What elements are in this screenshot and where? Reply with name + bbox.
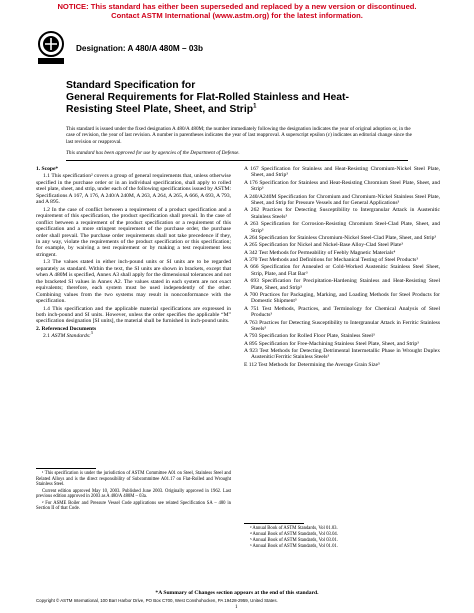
paragraph-2-1: 2.1 ASTM Standards:$^3$	[43, 330, 93, 340]
notice-line-2: Contact ASTM International (www.astm.org) for the latest information.	[111, 11, 363, 21]
reference-item: A 240/A240M Specification for Chromium and Chromium-Nickel Stainless Steel Plate, Sheet, and Strip for Pressure Vessels and for General Applications³	[244, 193, 440, 207]
reference-item: A 262 Practices for Detecting Susceptibility to Intergranular Attack in Austenitic Stainless Steels³	[244, 207, 440, 220]
footnote-2: ² For ASME Boiler and Pressure Vessel Code applications see related Specification SA – 480 in Section II of that Code.	[36, 500, 231, 512]
section-heading-referenced-documents: 2. Referenced Documents	[36, 325, 97, 332]
reference-item: A 763 Practices for Detecting Susceptibility to Intergranular Attack in Ferritic Stainless Steels³	[244, 319, 440, 332]
reference-item: A 370 Test Methods and Definitions for Mechanical Testing of Steel Products³	[244, 257, 418, 264]
reference-item: A 693 Specification for Precipitation-Hardening Stainless and Heat-Resisting Steel Plate, Sheet, and Strip³	[244, 278, 440, 291]
footnote-6: ⁶ Annual Book of ASTM Standards, Vol 01.01.	[250, 543, 338, 549]
title-line-3: Resisting Steel Plate, Sheet, and Strip$^1$	[66, 103, 257, 116]
footnote-1: ¹ This specification is under the jurisdiction of ASTM Committee A01 on Steel, Stainless Steel and Related Alloys and is the direct responsibility of Subcommittee A01.17 on Flat-Rolled and Wrought Stainless Steel.	[36, 471, 231, 488]
paragraph-1-3: 1.3 The values stated in either inch-pound units or SI units are to be regarded separately as standard. Within the text, the SI units are shown in brackets, except that when A 480M is specified, Annex A3 shall apply for the dimensional tolerances and not the bracketed SI values in Annex A2. The values stated in each system are not exact equivalents; therefore, each system must be used independently of the other. Combining values from the two systems may result in nonconformance with the specification.	[36, 259, 231, 305]
reference-item: A 263 Specification for Corrosion-Resisting Chromium Steel-Clad Plate, Sheet, and Strip³	[244, 221, 440, 234]
issuance-note: This standard is issued under the fixed designation A 480/A 480M; the number immediately following the designation indicates the year of original adoption or, in the case of revision, the year of last revision. A number in parentheses indicates the year of last reapproval. A superscript epsilon (ε) indicates an editorial change since the last revision or reapproval.	[66, 126, 412, 145]
footnote-5: ⁵ Annual Book of ASTM Standards, Vol 03.01.	[250, 537, 338, 543]
footnotes-left	[36, 471, 231, 513]
reference-item: A 666 Specification for Annealed or Cold-Worked Austenitic Stainless Steel Sheet, Strip, Plate, and Flat Bar³	[244, 264, 440, 277]
reference-item: A 264 Specification for Stainless Chromium-Nickel Steel-Clad Plate, Sheet, and Strip³	[244, 234, 437, 241]
header-divider	[66, 160, 408, 161]
reference-item: E 112 Test Methods for Determining the Average Grain Size⁵	[244, 361, 380, 368]
title-line-2: General Requirements for Flat-Rolled Stainless and Heat-	[66, 92, 349, 104]
reference-item: A 700 Practices for Packaging, Marking, and Loading Methods for Steel Products for Domestic Shipment³	[244, 291, 440, 305]
reference-item: A 923 Test Methods for Detecting Detrimental Intermetallic Phase in Wrought Duplex Austenitic/Ferritic Stainless Steels³	[244, 348, 440, 361]
reference-item: A 176 Specification for Stainless and Heat-Resisting Chromium Steel Plate, Sheet, and Strip³	[244, 179, 440, 193]
summary-of-changes-note: *A Summary of Changes section appears at the end of this standard.	[155, 590, 319, 596]
left-column	[36, 166, 231, 341]
reference-item: A 342 Test Methods for Permeability of Feebly Magnetic Materials⁴	[244, 249, 396, 256]
copyright-line: Copyright © ASTM International, 100 Barr Harbor Drive, PO Box C700, West Conshohocken, PA 19428-2959, United States.	[36, 598, 278, 603]
reference-item: A 793 Specification for Rolled Floor Plate, Stainless Steel³	[244, 333, 375, 340]
footnotes-right	[244, 526, 440, 550]
notice-line-1: NOTICE: This standard has either been superseded and replaced by a new version or discontinued.	[57, 2, 417, 11]
footnote-4: ⁴ Annual Book of ASTM Standards, Vol 03.04.	[250, 531, 338, 537]
document-title	[66, 80, 406, 117]
dod-note: This standard has been approved for use by agencies of the Department of Defense.	[66, 150, 240, 156]
page-number: 1	[235, 605, 238, 610]
footnote-1-edition: Current edition approved May 10, 2003. Published June 2003. Originally approved in 1962. Last previous edition approved in 2003 as A 480/A 480M – 03a.	[36, 488, 231, 500]
section-heading-scope: 1. Scope*	[36, 166, 59, 172]
reference-item: A 751 Test Methods, Practices, and Terminology for Chemical Analysis of Steel Products³	[244, 305, 440, 319]
designation: Designation: A 480/A 480M – 03b	[76, 44, 203, 53]
footnote-divider-left	[36, 468, 96, 469]
title-line-1: Standard Specification for	[66, 80, 196, 91]
paragraph-1-2: 1.2 In the case of conflict between a requirement of a product specification and a requirement of this specification, the product specification shall prevail. In the case of conflict between a requirement of the product specification or a requirement of this specification and a more stringent requirement of the purchase order, the purchase order shall prevail. The purchase order requirements shall not take precedence if they, in any way, violate the requirements of the product specification or this specification; for example, by waiving a test requirement or by making a test requirement less stringent.	[36, 206, 231, 258]
right-column	[244, 166, 440, 369]
reference-item: A 265 Specification for Nickel and Nickel-Base Alloy-Clad Steel Plate³	[244, 242, 403, 249]
supersession-notice	[0, 2, 474, 20]
astm-seal-icon	[36, 30, 66, 66]
astm-logo	[36, 30, 66, 66]
footnote-3: ³ Annual Book of ASTM Standards, Vol 01.03.	[250, 526, 338, 531]
paragraph-1-4: 1.4 This specification and the applicable material specifications are expressed in both inch-pound and SI units. However, unless the order specifies the applicable “M” specification designation [SI units], the material shall be furnished in inch-pound units.	[36, 305, 231, 325]
paragraph-1-1: 1.1 This specification² covers a group of general requirements that, unless otherwise specified in the purchase order or in an individual specification, shall apply to rolled steel plate, sheet, and strip, under each of the following specifications issued by ASTM: Specifications A 167, A 176, A 240/A 240M, A 263, A 264, A 265, A 666, A 693, A 793, and A 895.	[36, 173, 231, 206]
reference-item: A 895 Specification for Free-Machining Stainless Steel Plate, Sheet, and Strip³	[244, 340, 419, 347]
reference-item: A 167 Specification for Stainless and Heat-Resisting Chromium-Nickel Steel Plate, Sheet, and Strip³	[244, 166, 440, 179]
footnote-divider-right	[244, 523, 304, 524]
